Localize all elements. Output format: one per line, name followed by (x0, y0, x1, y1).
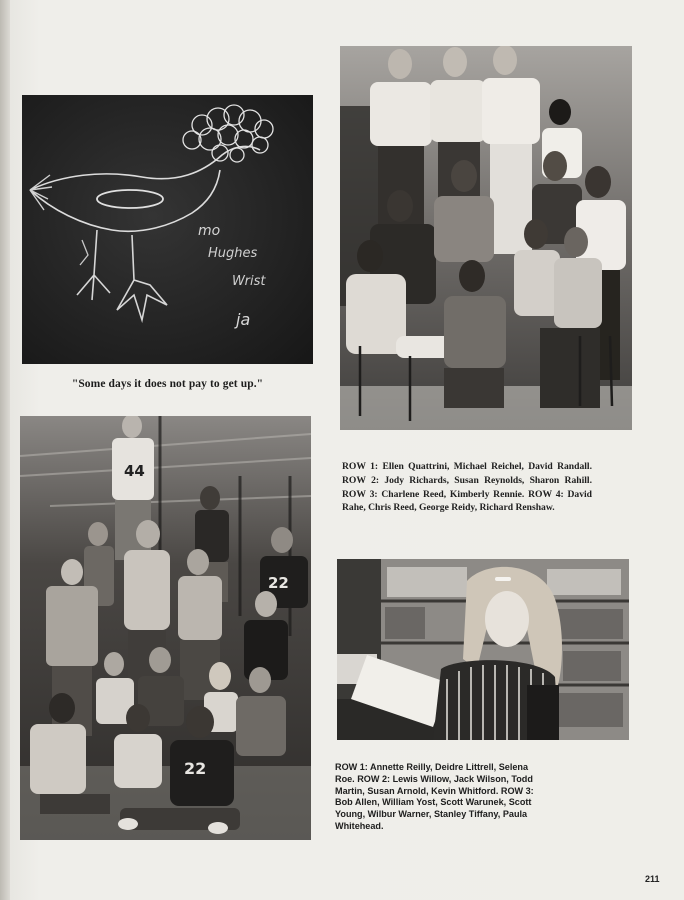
chalk-word-1: mo (198, 223, 221, 239)
right-group-caption: ROW 1: Ellen Quattrini, Michael Reichel, David Randall. ROW 2: Jody Richards, Susan Reynolds, Sharon Rahill. ROW 3: Charlene Reed, Kimberly Rennie. ROW 4: David Rahe, Chris Reed, George Reidy, Richard Renshaw. (342, 461, 592, 514)
chalk-word-2: Hughes (208, 246, 258, 261)
page-binding-shadow (0, 0, 10, 900)
jersey-number-top: 44 (124, 462, 145, 480)
girl-reading-photo (337, 559, 629, 740)
chalkboard-drawing (22, 95, 313, 364)
group-photo-left-image (20, 416, 311, 840)
girl-reading-image (337, 559, 629, 740)
chalk-word-3: Wrist (232, 274, 266, 289)
left-group-caption: ROW 1: Annette Reilly, Deidre Littrell, Selena Roe. ROW 2: Lewis Willow, Jack Wilson, Todd Martin, Susan Arnold, Kevin Whitford. ROW 3: Bob Allen, William Yost, Scott Warunek, Scott Young, Wilbur Warner, Stanley Tiffany, Paula Whitehead. (335, 762, 534, 831)
chalkboard-caption: "Some days it does not pay to get up." (71, 378, 264, 390)
jersey-number-right: 22 (268, 574, 289, 592)
page-number: 211 (645, 874, 660, 884)
group-photo-left (20, 416, 311, 840)
group-photo-right (340, 46, 632, 430)
jersey-number-front: 22 (184, 759, 207, 778)
group-photo-right-image (340, 46, 632, 430)
chalk-word-4: ja (236, 310, 251, 329)
chalkboard-photo (22, 95, 313, 364)
